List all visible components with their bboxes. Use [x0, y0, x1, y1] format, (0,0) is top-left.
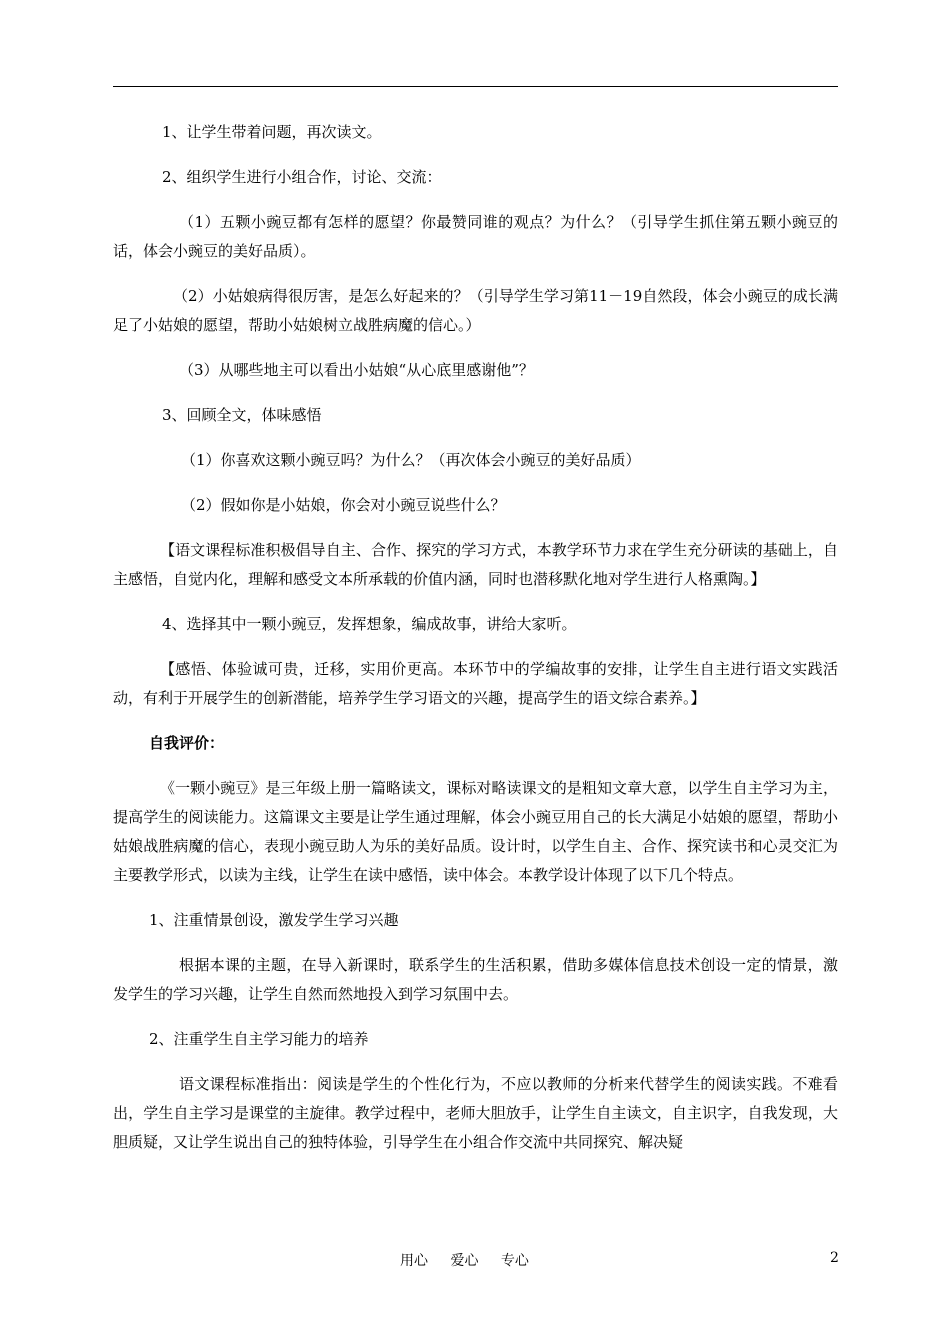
document-body [113, 118, 838, 1157]
self-evaluation-intro: 《一颗小豌豆》是三年级上册一篇略读文，课标对略读课文的是粗知文章大意，以学生自主学习为主，提高学生的阅读能力。这篇课文主要是让学生通过理解，体会小豌豆用自己的长大满足小姑娘的愿望，帮助小姑娘战胜病魔的信心，表现小豌豆助人为乐的美好品质。设计时，以学生自主、合作、探究读书和心灵交汇为主要教学形式，以读为主线，让学生在读中感悟，读中体会。本教学设计体现了以下几个特点。 [113, 779, 838, 884]
step-2-question-3: （3）从哪些地主可以看出小姑娘“从心底里感谢他”？ [179, 361, 534, 379]
self-evaluation-heading: 自我评价： [149, 734, 225, 752]
page-number: 2 [830, 1250, 839, 1266]
step-4: 4、选择其中一颗小豌豆，发挥想象，编成故事，讲给大家听。 [162, 615, 577, 633]
feature-2-title: 2、注重学生自主学习能力的培养 [149, 1030, 369, 1048]
feature-1-title: 1、注重情景创设，激发学生学习兴趣 [149, 911, 399, 929]
step-3-question-2: （2）假如你是小姑娘，你会对小豌豆说些什么？ [181, 496, 506, 514]
feature-1-body: 根据本课的主题，在导入新课时，联系学生的生活积累，借助多媒体信息技术创设一定的情景，激发学生的学习兴趣，让学生自然而然地投入到学习氛围中去。 [113, 956, 838, 1003]
step-1: 1、让学生带着问题，再次读文。 [162, 123, 382, 141]
header-rule [113, 86, 838, 87]
step-3: 3、回顾全文，体味感悟 [162, 406, 322, 424]
commentary-note-2: 【感悟、体验诚可贵，迁移，实用价更高。本环节中的学编故事的安排，让学生自主进行语文实践活动，有利于开展学生的创新潜能，培养学生学习语文的兴趣，提高学生的语文综合素养。】 [113, 660, 838, 707]
footer-motto: 用心 爱心 专心 [400, 1253, 529, 1269]
commentary-note-1: 【语文课程标准积极倡导自主、合作、探究的学习方式，本教学环节力求在学生充分研读的基础上，自主感悟，自觉内化，理解和感受文本所承载的价值内涵，同时也潜移默化地对学生进行人格熏陶。】 [113, 541, 838, 588]
step-2: 2、组织学生进行小组合作，讨论、交流： [162, 168, 442, 186]
step-3-question-1: （1）你喜欢这颗小豌豆吗？为什么？（再次体会小豌豆的美好品质） [181, 451, 641, 469]
step-2-question-1: （1）五颗小豌豆都有怎样的愿望？你最赞同谁的观点？为什么？（引导学生抓住第五颗小豌豆的话，体会小豌豆的美好品质）。 [113, 213, 838, 260]
feature-2-body: 语文课程标准指出：阅读是学生的个性化行为，不应以教师的分析来代替学生的阅读实践。不难看出，学生自主学习是课堂的主旋律。教学过程中，老师大胆放手，让学生自主读文，自主识字，自我发现，大胆质疑，又让学生说出自己的独特体验，引导学生在小组合作交流中共同探究、解决疑 [113, 1075, 838, 1151]
step-2-question-2: （2）小姑娘病得很厉害，是怎么好起来的？（引导学生学习第11－19自然段，体会小豌豆的成长满足了小姑娘的愿望，帮助小姑娘树立战胜病魔的信心。） [113, 287, 838, 334]
